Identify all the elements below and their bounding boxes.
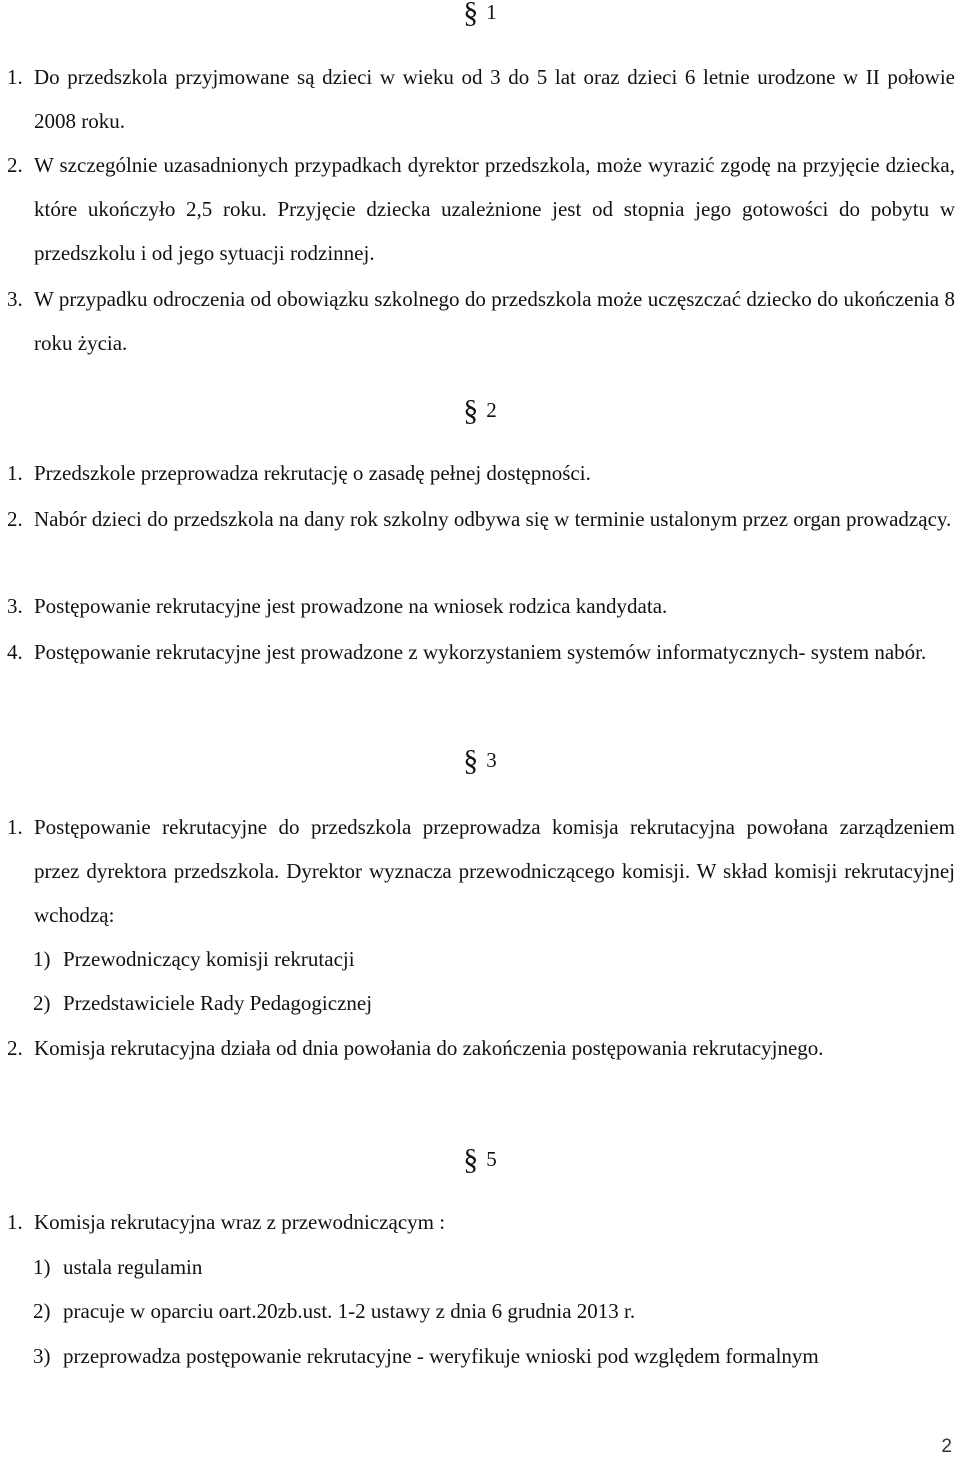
sub-item-number: 2) — [33, 991, 51, 1015]
item-number: 2. — [7, 507, 23, 531]
item-text: Komisja rekrutacyjna działa od dnia powołania do zakończenia postępowania rekrutacyjnego. — [34, 1036, 824, 1060]
item-text: Komisja rekrutacyjna wraz z przewodniczącym : — [34, 1210, 446, 1234]
item-number: 1. — [7, 1210, 23, 1234]
item-text: W szczególnie uzasadnionych przypadkach dyrektor przedszkola, może wyrazić zgodę na przyjęcie dziecka, które ukończyło 2,5 roku. Przyjęcie dziecka uzależnione jest od stopnia jego gotowości do pobytu w przedszkolu i od jego sytuacji rodzinnej. — [34, 153, 955, 265]
paragraph-item — [7, 1200, 955, 1244]
paragraph-item — [7, 277, 955, 365]
sub-item-text: Przewodniczący komisji rekrutacji — [63, 947, 355, 971]
item-text: Postępowanie rekrutacyjne do przedszkola przeprowadza komisja rekrutacyjna powołana zarządzeniem przez dyrektora przedszkola. Dyrektor wyznacza przewodniczącego komisji. W skład komisji rekrutacyjnej wchodzą: — [34, 815, 955, 927]
sub-item — [33, 1289, 955, 1333]
section-heading-5 — [0, 1137, 960, 1182]
section-number: 2 — [486, 398, 497, 422]
page-number: 2 — [941, 1436, 952, 1457]
paragraph-item — [7, 451, 955, 495]
item-number: 1. — [7, 65, 23, 89]
section-symbol: § — [463, 394, 479, 427]
item-text: Do przedszkola przyjmowane są dzieci w wieku od 3 do 5 lat oraz dzieci 6 letnie urodzone w II połowie 2008 roku. — [34, 65, 955, 133]
item-text: Przedszkole przeprowadza rekrutację o zasadę pełnej dostępności. — [34, 461, 591, 485]
section-number: 1 — [486, 0, 497, 24]
item-text: Postępowanie rekrutacyjne jest prowadzone na wniosek rodzica kandydata. — [34, 594, 668, 618]
item-number: 4. — [7, 640, 23, 664]
paragraph-item — [7, 1026, 955, 1070]
item-number: 1. — [7, 815, 23, 839]
item-text: Nabór dzieci do przedszkola na dany rok szkolny odbywa się w terminie ustalonym przez organ prowadzący. — [34, 507, 952, 531]
paragraph-item — [7, 630, 955, 674]
section-symbol: § — [463, 744, 479, 777]
section-symbol: § — [463, 1143, 479, 1176]
item-number: 2. — [7, 1036, 23, 1060]
section-heading-2 — [0, 388, 960, 433]
sub-item-text: przeprowadza postępowanie rekrutacyjne - weryfikuje wnioski pod względem formalnym — [63, 1344, 819, 1368]
sub-item — [33, 937, 955, 981]
sub-item — [33, 1245, 955, 1289]
item-number: 1. — [7, 461, 23, 485]
item-number: 2. — [7, 153, 23, 177]
section-heading-1 — [0, 0, 960, 35]
paragraph-item — [7, 143, 955, 275]
paragraph-item — [7, 584, 955, 628]
paragraph-item — [7, 805, 955, 937]
sub-item-number: 1) — [33, 947, 51, 971]
item-text: Postępowanie rekrutacyjne jest prowadzone z wykorzystaniem systemów informatycznych- system nabór. — [34, 640, 927, 664]
paragraph-item — [7, 497, 955, 541]
sub-item — [33, 981, 955, 1025]
sub-item-text: Przedstawiciele Rady Pedagogicznej — [63, 991, 373, 1015]
sub-item — [33, 1334, 955, 1378]
section-number: 3 — [486, 748, 497, 772]
paragraph-item — [7, 55, 955, 143]
sub-item-number: 2) — [33, 1299, 51, 1323]
sub-item-text: pracuje w oparciu oart.20zb.ust. 1-2 ustawy z dnia 6 grudnia 2013 r. — [63, 1299, 636, 1323]
section-symbol: § — [463, 0, 479, 29]
item-text: W przypadku odroczenia od obowiązku szkolnego do przedszkola może uczęszczać dziecko do ukończenia 8 roku życia. — [34, 287, 955, 355]
sub-item-text: ustala regulamin — [63, 1255, 203, 1279]
item-number: 3. — [7, 594, 23, 618]
section-heading-3 — [0, 738, 960, 783]
section-number: 5 — [486, 1147, 497, 1171]
sub-item-number: 1) — [33, 1255, 51, 1279]
sub-item-number: 3) — [33, 1344, 51, 1368]
item-number: 3. — [7, 287, 23, 311]
